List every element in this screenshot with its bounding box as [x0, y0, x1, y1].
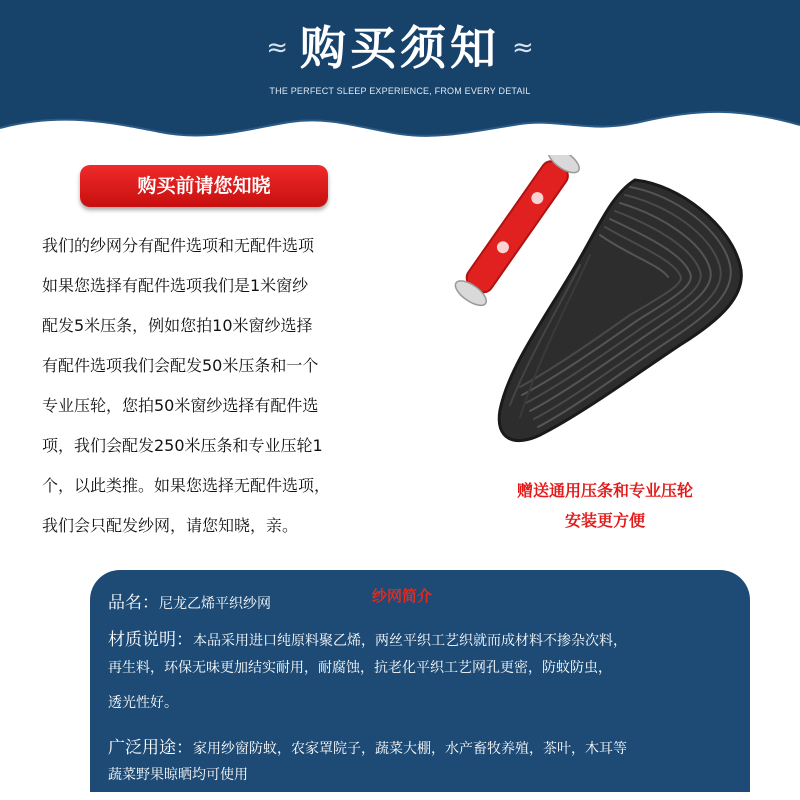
- product-name-value: 尼龙乙烯平织纱网: [159, 596, 271, 612]
- header-banner: [0, 0, 800, 150]
- notice-line: 专业压轮，您拍50米窗纱选择有配件选: [42, 396, 319, 415]
- page-title: [0, 12, 800, 78]
- usage-row: [108, 733, 748, 758]
- notice-line: 有配件选项我们会配发50米压条和一个: [42, 356, 319, 375]
- page-subtitle: THE PERFECT SLEEP EXPERIENCE, FROM EVERY DETAIL: [269, 86, 531, 96]
- product-name-label: 品名：: [108, 593, 159, 613]
- product-name-row: [108, 588, 748, 613]
- material-text-line-3: 透光性好。: [108, 695, 178, 711]
- notice-line: 如果您选择有配件选项我们是1米窗纱: [42, 276, 309, 295]
- caption-line-1: 赠送通用压条和专业压轮: [516, 481, 693, 500]
- notice-text: [42, 226, 462, 546]
- usage-text: 家用纱窗防蚊，农家罩院子，蔬菜大棚，水产畜牧养殖，茶叶，木耳等: [193, 741, 627, 757]
- notice-line: 配发5米压条，例如您拍10米窗纱选择: [42, 316, 313, 335]
- notice-badge: 购买前请您知晓: [80, 165, 328, 207]
- material-text-line-2: 再生料，环保无味更加结实耐用，耐腐蚀，抗老化平织工艺网孔更密，防蚊防虫，: [108, 660, 612, 676]
- product-image: [430, 155, 760, 465]
- material-row: [108, 625, 748, 650]
- spline-coil-image: [430, 155, 760, 465]
- material-text: 本品采用进口纯原料聚乙烯，两丝平织工艺织就而成材料不掺杂次料，: [193, 633, 627, 649]
- wave-ornament-right: ≈: [512, 33, 534, 63]
- notice-line: 个，以此类推。如果您选择无配件选项，: [42, 476, 331, 495]
- caption-line-2: 安装更方便: [564, 511, 645, 530]
- usage-text-line-2: 蔬菜野果晾晒均可使用: [108, 767, 248, 783]
- info-section-title: 纱网简介: [372, 587, 433, 605]
- material-label: 材质说明：: [108, 630, 193, 650]
- wave-ornament-left: ≈: [266, 33, 288, 63]
- usage-label: 广泛用途：: [108, 738, 193, 758]
- notice-line: 项，我们会配发250米压条和专业压轮1: [42, 436, 323, 455]
- product-caption: [460, 476, 750, 536]
- page-title-text: 购买须知: [300, 21, 500, 75]
- notice-line: 我们的纱网分有配件选项和无配件选项: [42, 236, 315, 255]
- notice-line: 我们会只配发纱网，请您知晓，亲。: [42, 516, 299, 535]
